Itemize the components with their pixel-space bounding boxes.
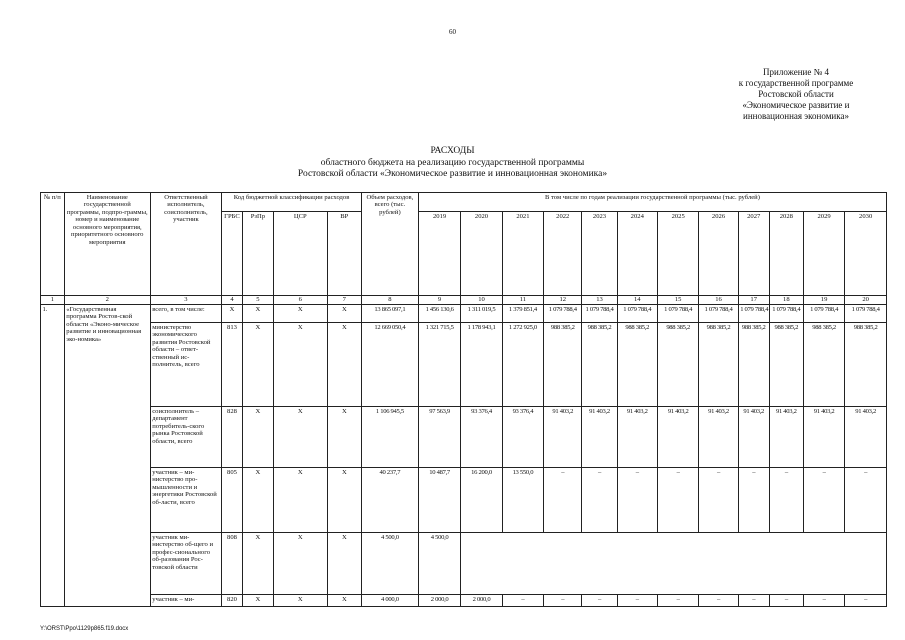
title-line: Ростовской области «Экономическое развитие и инновационная экономика» bbox=[297, 169, 608, 179]
year-cell: 1 079 788,4 bbox=[617, 305, 657, 323]
header-year: 2028 bbox=[769, 212, 803, 296]
document-title bbox=[0, 146, 905, 181]
title-line: областного бюджета на реализацию государственной программы bbox=[320, 157, 585, 168]
total-cell: 12 669 050,4 bbox=[361, 323, 418, 407]
csr-cell: Х bbox=[273, 305, 327, 323]
year-cell: – bbox=[769, 468, 803, 533]
file-path-footer: Y:\ORST\Ppo\1129p865.f19.docx bbox=[40, 626, 129, 632]
year-cell: – bbox=[699, 468, 738, 533]
total-cell: 1 106 945,5 bbox=[361, 407, 418, 468]
index-cell: 17 bbox=[738, 296, 769, 305]
header-csr: ЦСР bbox=[273, 212, 327, 296]
index-cell: 12 bbox=[544, 296, 582, 305]
table-row bbox=[41, 305, 887, 323]
year-cell: – bbox=[617, 595, 657, 607]
year-cell: – bbox=[544, 595, 582, 607]
year-cell: – bbox=[502, 595, 543, 607]
year-cell: 988 385,2 bbox=[617, 323, 657, 407]
year-cell: 16 200,0 bbox=[461, 468, 502, 533]
header-name: Наименование государственной программы, подпро-граммы, номер и наименование основного мероприятия, приоритетного основного мероприятия bbox=[64, 193, 150, 296]
header-year: 2030 bbox=[845, 212, 887, 296]
year-cell: 91 403,2 bbox=[699, 407, 738, 468]
index-cell: 14 bbox=[617, 296, 657, 305]
header-vr: ВР bbox=[327, 212, 361, 296]
grbs-cell: 808 bbox=[222, 533, 243, 595]
year-cell: 1 321 715,5 bbox=[418, 323, 460, 407]
csr-cell: Х bbox=[273, 595, 327, 607]
appendix-line: Приложение № 4 bbox=[763, 67, 829, 77]
program-number: 1. bbox=[41, 305, 65, 607]
csr-cell: Х bbox=[273, 407, 327, 468]
header-year: 2024 bbox=[617, 212, 657, 296]
page-number: 60 bbox=[449, 28, 456, 36]
year-cell: 91 403,2 bbox=[738, 407, 769, 468]
vr-cell: Х bbox=[327, 407, 361, 468]
year-cell: 1 079 788,4 bbox=[845, 305, 887, 323]
year-cell: – bbox=[582, 468, 617, 533]
year-cell: – bbox=[803, 595, 844, 607]
header-year: 2019 bbox=[418, 212, 460, 296]
grbs-cell: 828 bbox=[222, 407, 243, 468]
year-cell: – bbox=[657, 595, 698, 607]
year-cell: 91 403,2 bbox=[845, 407, 887, 468]
header-volume: Объем расходов, всего (тыс. рублей) bbox=[361, 193, 418, 296]
header-grbs: ГРБС bbox=[222, 212, 243, 296]
year-cell: 91 403,2 bbox=[657, 407, 698, 468]
rzpr-cell: Х bbox=[242, 407, 273, 468]
index-cell: 4 bbox=[222, 296, 243, 305]
year-cell: 13 550,0 bbox=[502, 468, 543, 533]
header-num: № п/п bbox=[41, 193, 65, 296]
executor-cell: участник ми-нистерство об-щего и профес-сионального об-разования Рос-товской области bbox=[150, 533, 221, 595]
header-rzpr: РзПр bbox=[242, 212, 273, 296]
vr-cell: Х bbox=[327, 533, 361, 595]
index-cell: 15 bbox=[657, 296, 698, 305]
index-cell: 13 bbox=[582, 296, 617, 305]
header-year: 2025 bbox=[657, 212, 698, 296]
index-cell: 6 bbox=[273, 296, 327, 305]
year-cell: 4 500,0 bbox=[418, 533, 460, 595]
executor-cell: участник – ми- bbox=[150, 595, 221, 607]
rzpr-cell: Х bbox=[242, 533, 273, 595]
year-cell: 91 403,2 bbox=[544, 407, 582, 468]
year-cell: 93 376,4 bbox=[502, 407, 543, 468]
total-cell: 13 865 097,1 bbox=[361, 305, 418, 323]
column-index-row bbox=[41, 296, 887, 305]
year-cell: 1 079 788,4 bbox=[544, 305, 582, 323]
vr-cell: Х bbox=[327, 595, 361, 607]
header-row bbox=[41, 193, 887, 212]
total-cell: 4 500,0 bbox=[361, 533, 418, 595]
year-cell: 988 385,2 bbox=[769, 323, 803, 407]
year-cell: 2 000,0 bbox=[461, 595, 502, 607]
year-cell: 1 079 788,4 bbox=[738, 305, 769, 323]
year-cell: 1 079 788,4 bbox=[657, 305, 698, 323]
year-cell: – bbox=[738, 468, 769, 533]
vr-cell: Х bbox=[327, 468, 361, 533]
csr-cell: Х bbox=[273, 468, 327, 533]
year-cell: – bbox=[845, 595, 887, 607]
executor-cell: соисполнитель – департамент потребитель-ского рынка Ростовской области, всего bbox=[150, 407, 221, 468]
year-cell: 988 385,2 bbox=[738, 323, 769, 407]
year-cell: 97 563,9 bbox=[418, 407, 460, 468]
index-cell: 9 bbox=[418, 296, 460, 305]
year-cell: 91 403,2 bbox=[582, 407, 617, 468]
grbs-cell: 820 bbox=[222, 595, 243, 607]
csr-cell: Х bbox=[273, 533, 327, 595]
index-cell: 8 bbox=[361, 296, 418, 305]
year-cell: 988 385,2 bbox=[582, 323, 617, 407]
year-cell: 1 079 788,4 bbox=[699, 305, 738, 323]
vr-cell: Х bbox=[327, 305, 361, 323]
appendix-line: инновационная экономика» bbox=[743, 111, 849, 121]
header-year: 2023 bbox=[582, 212, 617, 296]
executor-cell: министерство экономического развития Ростовской области – ответ-ственный ис-полнитель, всего bbox=[150, 323, 221, 407]
year-cell: 988 385,2 bbox=[544, 323, 582, 407]
year-cell: 1 079 788,4 bbox=[769, 305, 803, 323]
header-year: 2027 bbox=[738, 212, 769, 296]
rzpr-cell: Х bbox=[242, 468, 273, 533]
vr-cell: Х bbox=[327, 323, 361, 407]
table-row bbox=[41, 468, 887, 533]
index-cell: 10 bbox=[461, 296, 502, 305]
year-cell: – bbox=[803, 468, 844, 533]
rzpr-cell: Х bbox=[242, 595, 273, 607]
year-cell: 91 403,2 bbox=[769, 407, 803, 468]
header-year: 2020 bbox=[461, 212, 502, 296]
year-cell: 1 272 925,0 bbox=[502, 323, 543, 407]
csr-cell: Х bbox=[273, 323, 327, 407]
year-cell: 93 376,4 bbox=[461, 407, 502, 468]
total-cell: 40 237,7 bbox=[361, 468, 418, 533]
appendix-heading bbox=[716, 67, 876, 122]
executor-cell: участник – ми-нистерство про-мышленности и энергетики Ростовской об-ласти, всего bbox=[150, 468, 221, 533]
rzpr-cell: Х bbox=[242, 323, 273, 407]
header-year: 2022 bbox=[544, 212, 582, 296]
year-cell: 10 487,7 bbox=[418, 468, 460, 533]
program-name: «Государственная программа Ростов-ской области «Эконо-мическое развитие и инновационная эко-номика» bbox=[64, 305, 150, 607]
year-cell: 988 385,2 bbox=[803, 323, 844, 407]
appendix-line: «Экономическое развитие и bbox=[742, 100, 850, 110]
index-cell: 1 bbox=[41, 296, 65, 305]
grbs-cell: Х bbox=[222, 305, 243, 323]
year-cell: – bbox=[544, 468, 582, 533]
header-executor: Ответственный исполнитель, соисполнитель, участник bbox=[150, 193, 221, 296]
table-row bbox=[41, 595, 887, 607]
header-budget-code: Код бюджетной классификации расходов bbox=[222, 193, 362, 212]
index-cell: 7 bbox=[327, 296, 361, 305]
year-cell: – bbox=[582, 595, 617, 607]
header-by-years: В том числе по годам реализации государственной программы (тыс. рублей) bbox=[418, 193, 886, 212]
year-cell: 988 385,2 bbox=[657, 323, 698, 407]
year-cell: 1 311 019,5 bbox=[461, 305, 502, 323]
executor-cell: всего, в том числе: bbox=[150, 305, 221, 323]
index-cell: 16 bbox=[699, 296, 738, 305]
year-cell: 1 379 851,4 bbox=[502, 305, 543, 323]
year-cell: 1 079 788,4 bbox=[803, 305, 844, 323]
header-year: 2029 bbox=[803, 212, 844, 296]
year-cell: – bbox=[769, 595, 803, 607]
year-cell: 91 403,2 bbox=[803, 407, 844, 468]
year-cell: 1 079 788,4 bbox=[582, 305, 617, 323]
table-row bbox=[41, 323, 887, 407]
year-cell: 91 403,2 bbox=[617, 407, 657, 468]
year-cell: 988 385,2 bbox=[699, 323, 738, 407]
expenses-table bbox=[40, 192, 887, 607]
appendix-line: Ростовской области bbox=[758, 89, 834, 99]
index-cell: 5 bbox=[242, 296, 273, 305]
index-cell: 18 bbox=[769, 296, 803, 305]
rzpr-cell: Х bbox=[242, 305, 273, 323]
year-cell: 1 178 943,1 bbox=[461, 323, 502, 407]
header-year: 2021 bbox=[502, 212, 543, 296]
index-cell: 3 bbox=[150, 296, 221, 305]
year-cell: – bbox=[738, 595, 769, 607]
year-cell: – bbox=[657, 468, 698, 533]
year-cell: 1 456 130,6 bbox=[418, 305, 460, 323]
grbs-cell: 813 bbox=[222, 323, 243, 407]
title-line: РАСХОДЫ bbox=[430, 146, 475, 156]
year-cell-empty bbox=[461, 533, 887, 595]
year-cell: – bbox=[617, 468, 657, 533]
table-row bbox=[41, 533, 887, 595]
table-row bbox=[41, 407, 887, 468]
grbs-cell: 805 bbox=[222, 468, 243, 533]
total-cell: 4 000,0 bbox=[361, 595, 418, 607]
index-cell: 11 bbox=[502, 296, 543, 305]
year-cell: – bbox=[845, 468, 887, 533]
year-cell: – bbox=[699, 595, 738, 607]
index-cell: 20 bbox=[845, 296, 887, 305]
index-cell: 2 bbox=[64, 296, 150, 305]
header-year: 2026 bbox=[699, 212, 738, 296]
year-cell: 988 385,2 bbox=[845, 323, 887, 407]
appendix-line: к государственной программе bbox=[738, 78, 854, 88]
index-cell: 19 bbox=[803, 296, 844, 305]
year-cell: 2 000,0 bbox=[418, 595, 460, 607]
